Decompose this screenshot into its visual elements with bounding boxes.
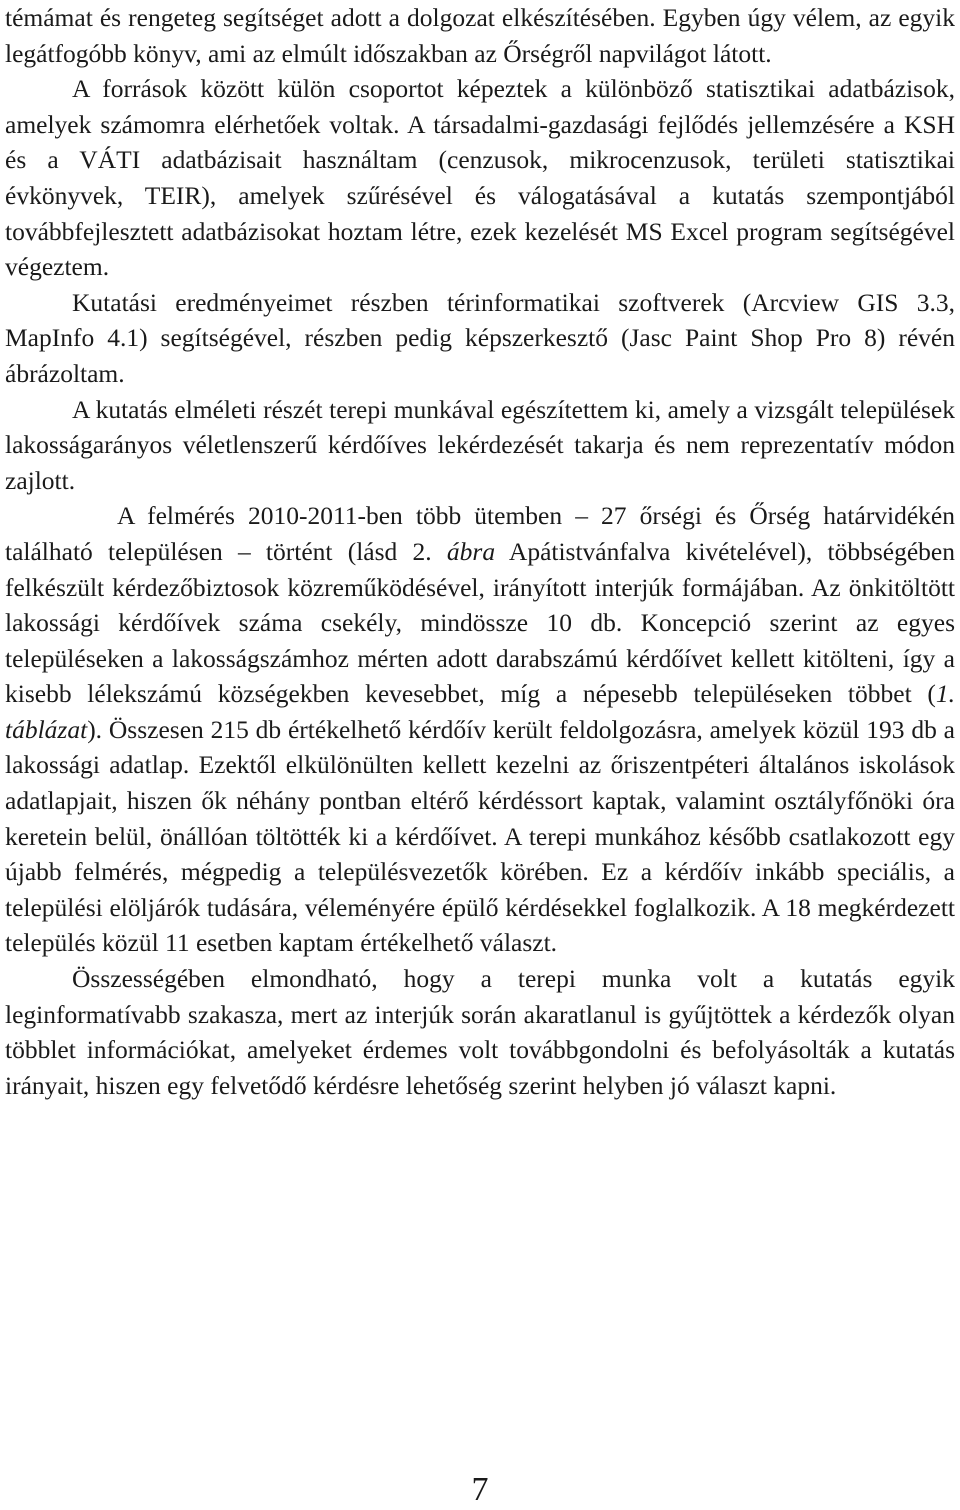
paragraph-text: A források között külön csoportot képeztek a különböző statisztikai adatbázisok, amelyek számomra elérhetőek voltak. A társadalmi-gazdasági fejlődés jellemzésére a KSH és a VÁTI adatbázisait használtam (cenzusok, mikrocenzusok, területi statisztikai évkönyvek, TEIR), amelyek szűrésével és válogatásával a kutatás szempontjából továbbfejlesztett adatbázisokat hoztam létre, ezek kezelését MS Excel program segítségével végeztem. [5, 74, 955, 282]
paragraph-summary [5, 961, 955, 1103]
paragraph-text: A felmérés 2010-2011-ben több ütemben – 27 őrségi és Őrség határvidékén található településen – történt (lásd 2. [5, 501, 955, 566]
paragraph-sources [5, 71, 955, 285]
paragraph-text: A kutatás elméleti részét terepi munkával egészítettem ki, amely a vizsgált települések lakosságarányos véletlenszerű kérdőíves lekérdezését takarja és nem reprezentatív módon zajlott. [5, 394, 955, 495]
paragraph-survey [5, 498, 955, 961]
paragraph-text: Apátistvánfalva kivételével), többségében felkészült kérdezőbiztosok közreműködésével, irányított interjúk formájában. Az önkitöltött lakossági kérdőívek száma csekély, mindössze 10 db. Koncepció szerint az egyes településeken a lakosságszámhoz mérten adott darabszámú kérdőívet kellett kitölteni, így a kisebb lélekszámú községekben kevesebbet, míg a népesebb településeken többet ( [5, 536, 955, 709]
body-text [5, 0, 955, 1103]
figure-reference: ábra [446, 536, 496, 566]
paragraph-text: Kutatási eredményeimet részben térinformatikai szoftverek (Arcview GIS 3.3, MapInfo 4.1) segítségével, részben pedig képszerkesztő (Jasc Paint Shop Pro 8) révén ábrázoltam. [5, 287, 955, 388]
paragraph-fieldwork [5, 392, 955, 499]
paragraph-text: ). Összesen 215 db értékelhető kérdőív került feldolgozásra, amelyek közül 193 db a lakossági adatlap. Ezektől elkülönülten kellett kezelni az őriszentpéteri általános iskolások adatlapjait, hiszen ők néhány pontban eltérő kérdéssort kaptak, valamint osztályfőnöki óra keretein belül, önállóan töltötték ki a kérdőívet. A terepi munkához később csatlakozott egy újabb felmérés, mégpedig a településvezetők körében. Ez a kérdőív inkább speciális, a települési elöljárók tudására, véleményére épülő kérdésekkel foglalkozik. A 18 megkérdezett település közül 11 esetben kaptam értékelhető választ. [5, 714, 955, 958]
paragraph-text: Összességében elmondható, hogy a terepi munka volt a kutatás egyik leginformatívabb szakasza, mert az interjúk során akaratlanul is gyűjtöttek a kérdezők olyan többlet információkat, amelyeket érdemes volt továbbgondolni és befolyásolták a kutatás irányait, hiszen egy felvetődő kérdésre lehetőség szerint helyben jó választ kapni. [5, 964, 955, 1100]
table-reference: 1. táblázat [5, 679, 955, 744]
page-number: 7 [471, 1471, 489, 1508]
paragraph-results [5, 285, 955, 392]
paragraph-text: témámat és rengeteg segítséget adott a dolgozat elkészítésében. Egyben úgy vélem, az egyik legátfogóbb könyv, ami az elmúlt időszakban az Őrségről napvilágot látott. [5, 3, 955, 68]
paragraph-continued [5, 0, 955, 71]
